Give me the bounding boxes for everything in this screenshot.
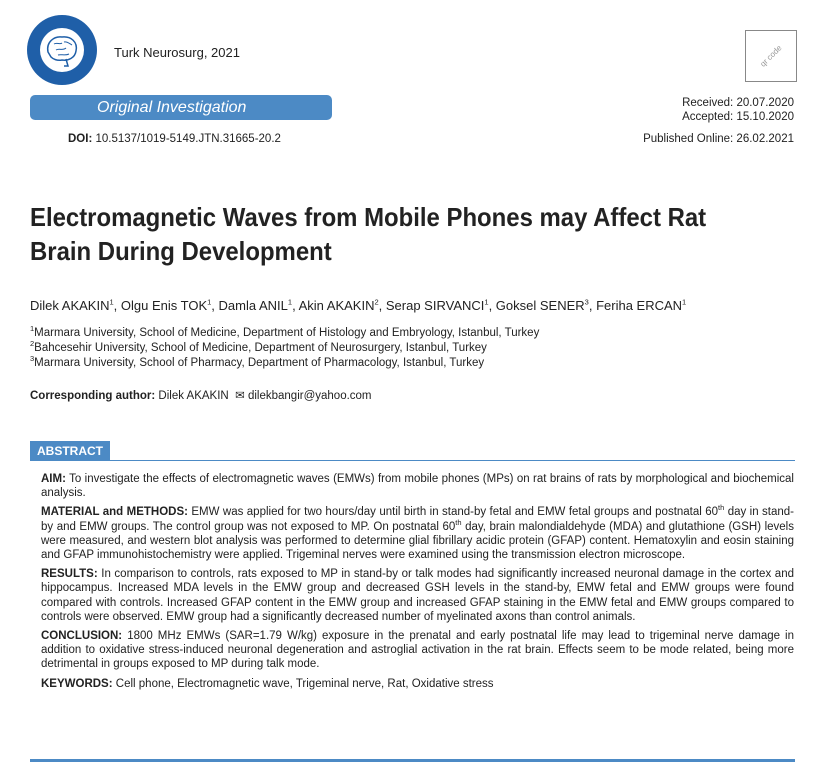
author-name: Dilek AKAKIN bbox=[30, 298, 110, 313]
conclusion-label: CONCLUSION: bbox=[41, 630, 123, 643]
affiliation-marker: 1 bbox=[30, 324, 35, 334]
methods-text-c: day, brain malondialdehyde (MDA) and glutathione (GSH) levels were measured, and western blot analysis was performed to determine glial fibrillary acidic protein (GFAP) content. Hematoxylin and eosin staining and GFAP immunohistochemistry were applied. Trigeminal nerves were examined using the transmission electron microscope. bbox=[41, 520, 794, 562]
author-affiliation-marker: 2 bbox=[374, 297, 379, 307]
methods-sup-1: th bbox=[718, 503, 725, 513]
author-affiliation-marker: 1 bbox=[287, 297, 293, 307]
author-affiliation-marker: 1 bbox=[207, 297, 212, 307]
author-name: Goksel SENER bbox=[495, 298, 585, 313]
article-dates bbox=[682, 96, 794, 124]
doi-link[interactable]: 10.5137/1019-5149.JTN.31665-20.2 bbox=[95, 133, 281, 145]
author-name: Olgu Enis TOK bbox=[120, 298, 208, 313]
author-affiliation-marker: 1 bbox=[682, 297, 687, 307]
article-type-banner: Original Investigation bbox=[30, 95, 332, 120]
author-name: Feriha ERCAN bbox=[596, 298, 683, 313]
corresponding-author bbox=[30, 388, 372, 402]
published-date: Published Online: 26.02.2021 bbox=[643, 133, 794, 145]
title-line-1: Electromagnetic Waves from Mobile Phones may Affect Rat bbox=[30, 202, 707, 232]
envelope-icon: ✉ bbox=[235, 390, 245, 402]
keywords-label: KEYWORDS: bbox=[41, 677, 113, 690]
aim-text: To investigate the effects of electromagnetic waves (EMWs) from mobile phones (MPs) on rat brains of rats by morphological and biochemical analysis. bbox=[41, 473, 794, 500]
results-label: RESULTS: bbox=[41, 568, 98, 581]
abstract-heading: ABSTRACT bbox=[30, 441, 110, 461]
author-name: Damla ANIL bbox=[218, 298, 288, 313]
qr-code bbox=[745, 30, 797, 82]
journal-citation: Turk Neurosurg, 2021 bbox=[114, 45, 240, 60]
article-title bbox=[30, 200, 729, 268]
author-list: Dilek AKAKIN$^1$, Olgu Enis TOK$^1$, Damla ANIL$^1$, Akin AKAKIN$^2$, Serap SIRVANCI$^1$, Goksel SENER$^3$, Feriha ERCAN$^1$ bbox=[30, 297, 687, 313]
affiliation-marker: 2 bbox=[30, 339, 35, 349]
journal-logo bbox=[26, 14, 98, 86]
affiliation-text: Marmara University, School of Pharmacy, Department of Pharmacology, Istanbul, Turkey bbox=[34, 357, 485, 369]
author-affiliation-marker: 1 bbox=[109, 297, 114, 307]
abstract-divider bbox=[30, 460, 795, 461]
corresponding-email[interactable]: dilekbangir@yahoo.com bbox=[247, 390, 372, 402]
abstract-body bbox=[41, 472, 794, 696]
author-name: Serap SIRVANCI bbox=[385, 298, 485, 313]
bottom-divider bbox=[30, 759, 795, 762]
corresponding-label: Corresponding author: bbox=[30, 390, 156, 402]
affiliation-item bbox=[30, 356, 539, 371]
doi bbox=[68, 133, 281, 145]
corresponding-name: Dilek AKAKIN bbox=[158, 390, 229, 402]
conclusion-text: 1800 MHz EMWs (SAR=1.79 W/kg) exposure in the prenatal and early postnatal life may lead to trigeminal nerve damage in addition to oxidative stress-induced neuronal degeneration and astroglial activation in the rat brain. Effects seem to be mode related, being more detrimental in groups exposed to MP during talk mode. bbox=[41, 630, 794, 671]
aim-label: AIM: bbox=[41, 473, 66, 485]
affiliation-item bbox=[30, 326, 539, 341]
results-text: In comparison to controls, rats exposed to MP in stand-by or talk modes had significantly increased neuronal damage in the cortex and hippocampus. Increased MDA levels in the EMW group and decreased GSH levels in the stand-by, EMW fetal and EMW groups were found compared with controls. Increased GFAP content in the EMW group and increased GFAP staining in the EMW fetal and EMW groups compared to controls were observed. EMW group had a significantly decreased number of myelinated axons than control animals. bbox=[41, 568, 794, 623]
abstract-keywords bbox=[41, 677, 794, 691]
methods-text-a: EMW was applied for two hours/day until birth in stand-by fetal and EMW fetal groups and postnatal 60 bbox=[191, 506, 719, 519]
abstract-conclusion bbox=[41, 629, 794, 672]
methods-label: MATERIAL and METHODS: bbox=[41, 506, 188, 519]
affiliation-text: Marmara University, School of Medicine, Department of Histology and Embryology, Istanbul, Turkey bbox=[34, 327, 540, 339]
affiliation-list bbox=[30, 326, 539, 371]
affiliation-item bbox=[30, 341, 539, 356]
affiliation-marker: 3 bbox=[30, 354, 35, 364]
qr-code-label: qr code bbox=[758, 43, 784, 69]
abstract-aim bbox=[41, 472, 794, 500]
affiliation-text: Bahcesehir University, School of Medicine, Department of Neurosurgery, Istanbul, Turkey bbox=[34, 342, 487, 354]
keywords-text: Cell phone, Electromagnetic wave, Trigeminal nerve, Rat, Oxidative stress bbox=[115, 677, 494, 690]
methods-text-b: day in stand-by and EMW groups. The control group was not exposed to MP. On postnatal 60 bbox=[41, 506, 794, 533]
abstract-results bbox=[41, 567, 794, 624]
title-line-2: Brain During Development bbox=[30, 236, 332, 266]
accepted-date: Accepted: 15.10.2020 bbox=[682, 111, 794, 123]
methods-sup-2: th bbox=[455, 517, 462, 527]
received-date: Received: 20.07.2020 bbox=[682, 97, 794, 109]
author-affiliation-marker: 1 bbox=[484, 297, 489, 307]
author-affiliation-marker: 3 bbox=[584, 297, 589, 307]
author-name: Akin AKAKIN bbox=[298, 298, 375, 313]
abstract-methods bbox=[41, 505, 794, 562]
doi-label: DOI: bbox=[68, 133, 93, 145]
